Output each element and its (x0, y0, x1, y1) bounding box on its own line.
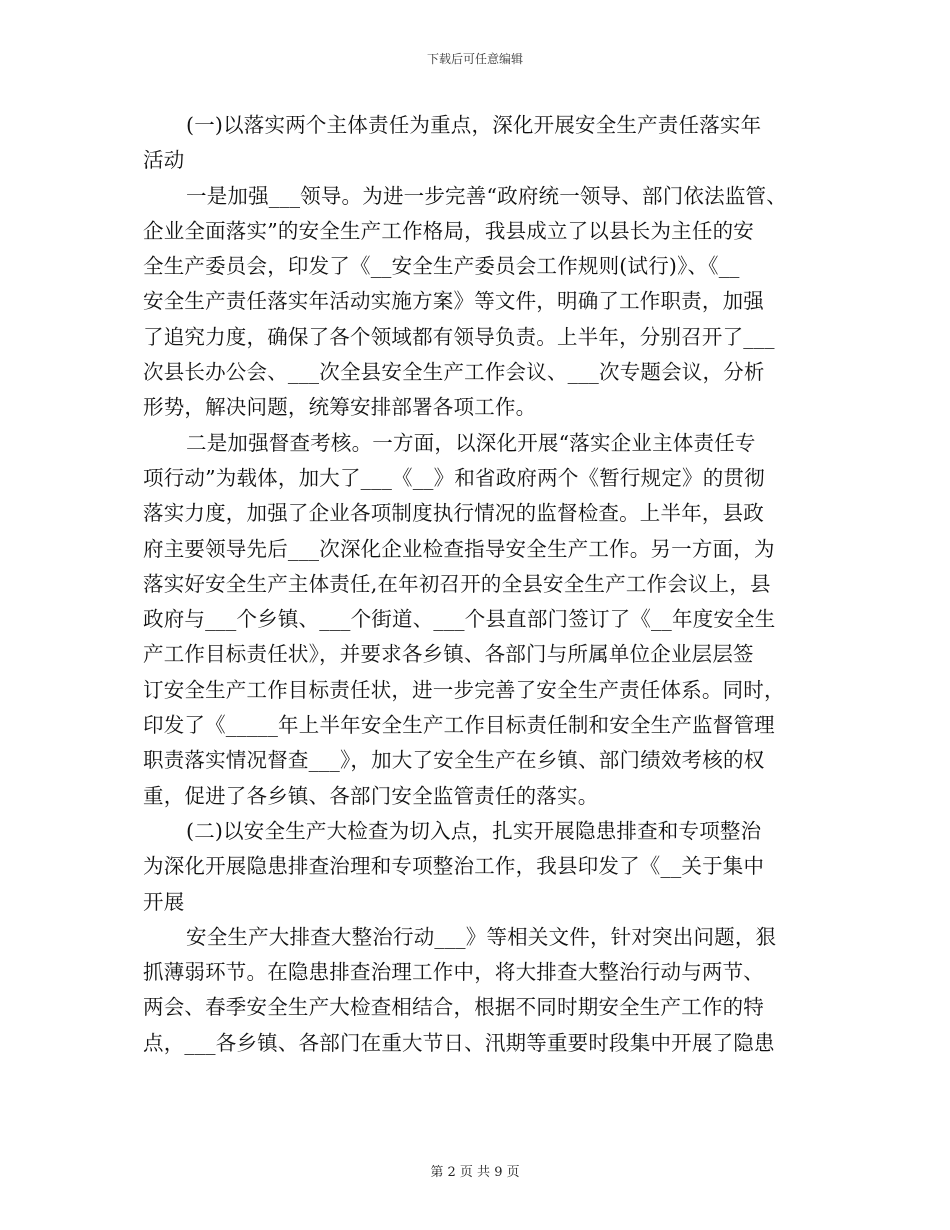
paragraph-line: 活动 (143, 148, 185, 173)
paragraph-line: (一)以落实两个主体责任为重点，深化开展安全生产责任落实年 (186, 113, 762, 137)
paragraph-line: 订安全生产工作目标责任状，进一步完善了安全生产责任体系。同时， (143, 677, 785, 702)
document-body (143, 108, 808, 1061)
paragraph-line: 一是加强___领导。为进一步完善“政府统一领导、部门依法监管、 (186, 183, 787, 208)
paragraph-line: 安全生产责任落实年活动实施方案》等文件，明确了工作职责，加强 (143, 289, 764, 314)
paragraph-line: 政府与___个乡镇、___个街道、___个县直部门签订了《__年度安全生 (143, 607, 776, 632)
paragraph-line: 安全生产大排查大整治行动___》等相关文件，针对突出问题，狠 (186, 924, 777, 949)
paragraph-line: 全生产委员会，印发了《__安全生产委员会工作规则(试行)》、《__ (143, 254, 740, 279)
paragraph-line: 二是加强督查考核。一方面，以深化开展“落实企业主体责任专 (186, 430, 756, 455)
paragraph-line: 府主要领导先后___次深化企业检查指导安全生产工作。另一方面，为 (143, 536, 775, 561)
paragraph-line: 为深化开展隐患排查治理和专项整治工作，我县印发了《__关于集中 (143, 854, 765, 879)
paragraph-line: 落实好安全生产主体责任,在年初召开的全县安全生产工作会议上，县 (143, 571, 771, 596)
paragraph-line: 职责落实情况督查___》，加大了安全生产在乡镇、部门绩效考核的权 (143, 748, 765, 773)
paragraph-line: 抓薄弱环节。在隐患排查治理工作中，将大排查大整治行动与两节、 (143, 960, 764, 985)
paragraph-line: 次县长办公会、___次全县安全生产工作会议、___次专题会议，分析 (143, 360, 765, 385)
paragraph-line: 产工作目标责任状》，并要求各乡镇、各部门与所属单位企业层层签 (143, 642, 754, 667)
paragraph-line: 项行动”为载体，加大了___《__》和省政府两个《暂行规定》的贯彻 (143, 465, 765, 490)
paragraph-line: 重，促进了各乡镇、各部门安全监管责任的落实。 (143, 783, 599, 808)
paragraph-line: 点，___各乡镇、各部门在重大节日、汛期等重要时段集中开展了隐患 (143, 1030, 775, 1055)
paragraph-line: 印发了《_____年上半年安全生产工作目标责任制和安全生产监督管理 (143, 713, 775, 738)
paragraph-line: 形势，解决问题，统筹安排部署各项工作。 (143, 395, 537, 420)
paragraph-line: 开展 (143, 889, 185, 914)
page-footer: 第 2 页 共 9 页 (430, 1165, 520, 1180)
paragraph-line: 落实力度，加强了企业各项制度执行情况的监督检查。上半年，县政 (143, 501, 764, 526)
paragraph-line: (二)以安全生产大检查为切入点，扎实开展隐患排查和专项整治 (186, 818, 762, 843)
paragraph-line: 两会、春季安全生产大检查相结合，根据不同时期安全生产工作的特 (143, 995, 764, 1020)
page-header: 下载后可任意编辑 (426, 52, 523, 66)
paragraph-line: 了追究力度，确保了各个领域都有领导负责。上半年，分别召开了___ (143, 324, 775, 349)
paragraph-line: 企业全面落实”的安全生产工作格局，我县成立了以县长为主任的安 (143, 218, 754, 243)
